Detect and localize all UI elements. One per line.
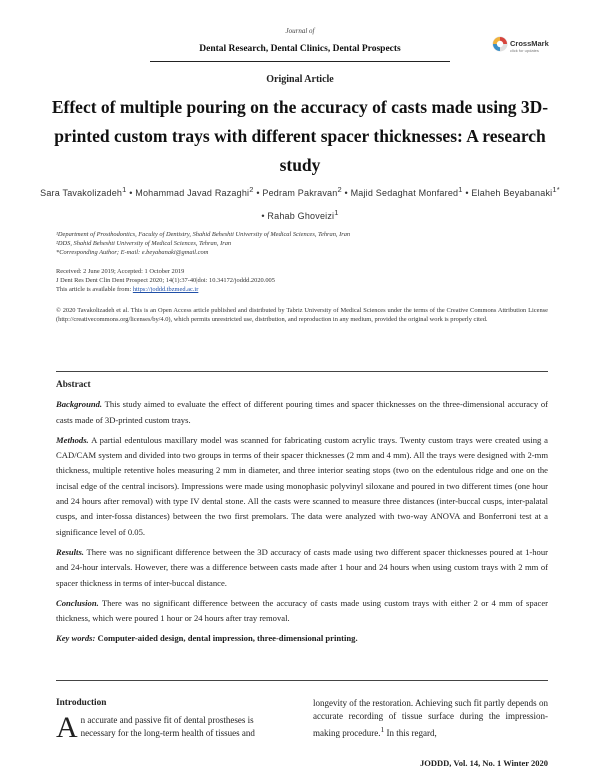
journal-title: Dental Research, Dental Clinics, Dental Prospects [199, 44, 401, 54]
affiliation-2: ²DDS, Shahid Beheshti University of Medical Sciences, Tehran, Iran [56, 240, 232, 247]
crossmark-sub: click for updates [510, 47, 539, 53]
corresponding-author: *Corresponding Author; E-mail: e.beyabanaki@gmail.com [56, 249, 209, 256]
abstract [56, 378, 548, 652]
author: Majid Sedaghat Monfared$^1$ [350, 185, 463, 198]
availability: This article is available from: https://joddd.tbzmed.ac.ir [56, 286, 199, 293]
abstract-methods: Methods. A partial edentulous maxillary model was scanned for fabricating custom acrylic trays. Twenty custom trays were created using a CAD/CAM system and divided into two groups in terms of their spacer thicknesses (2 mm and 4 mm). All the trays were designed with 2-mm thickness, multiple retentive holes measuring 2 mm in diameter, and three interior seating stops (two on the edentulous ridge and one on the incisal edge of the central incisors). Impressions were made using monophasic polyvinyl siloxane and poured in two different times (one hour and 24 hours after removal) with type IV dental stone. All the casts were scanned to measure three distances (inter-buccal cusps, inter-palatal cusps, and inter-fossa distances) between the two first premolars. The data were analyzed with two-way ANOVA and Bonferroni test at a significance level of 0.05. [56, 434, 548, 537]
affiliations [56, 230, 556, 257]
author-list: Sara Tavakolizadeh$^1$ • Mohammad Javad Razaghi$^2$ • Pedram Pakravan$^2$ • Majid Sedaghat Monfared$^1$ • Elaheh Beyabanaki$^{1*}$ • Rahab Ghoveizi$^1$ [40, 185, 560, 221]
author: Sara Tavakolizadeh$^1$ [40, 185, 127, 198]
author: Pedram Pakravan$^2$ [262, 185, 342, 198]
crossmark-badge[interactable] [492, 36, 549, 57]
article-dates [56, 267, 556, 294]
abstract-conclusion: Conclusion. There was no significant difference between the accuracy of casts made using custom trays with either 2 or 4 mm of spacer thickness, which were poured 1 hour or 24 hours after tray removal. [56, 597, 548, 624]
abstract-bottom-rule [56, 680, 548, 681]
author: Rahab Ghoveizi$^1$ [267, 208, 339, 221]
drop-cap: A [56, 711, 78, 744]
journal-of-label: Journal of [285, 27, 315, 35]
license-notice: © 2020 Tavakolizadeh et al. This is an Open Access article published and distributed by Tabriz University of Medical Sciences under the terms of the Creative Commons Attribution License (http://creativecommons.org/licenses/by/4.0), which permits unrestricted use, distribution, and reproduction in any medium, provided the original work is properly cited. [56, 307, 548, 323]
introduction-heading: Introduction [56, 698, 107, 708]
introduction-left-column: An accurate and passive fit of dental prostheses is necessary for the long-term health of tissues and [56, 711, 255, 744]
crossmark-icon [492, 36, 508, 57]
page-footer: JODDD, Vol. 14, No. 1 Winter 2020 [420, 758, 548, 768]
article-title: Effect of multiple pouring on the accuracy of casts made using 3D-printed custom trays with different spacer thicknesses: A research study [51, 97, 549, 175]
journal-link[interactable]: https://joddd.tbzmed.ac.ir [132, 286, 199, 293]
introduction-right-column: longevity of the restoration. Achieving such fit partly depends on accurate recording of tissue surface during the impression-making procedure.$^1$ In this regard, [313, 698, 548, 738]
received-accepted: Received: 2 June 2019; Accepted: 1 October 2019 [56, 268, 185, 275]
article-type: Original Article [266, 74, 334, 85]
abstract-results: Results. There was no significant difference between the 3D accuracy of casts made using two different spacer thicknesses poured at 1-hour and 24-hour intervals. However, there was a difference between casts made after 1 hour and 24 hours when using custom trays with 2 mm of spacer thickness in terms of inter-buccal distance. [56, 546, 548, 588]
author: Mohammad Javad Razaghi$^2$ [135, 185, 254, 198]
abstract-background: Background. This study aimed to evaluate the effect of different pouring times and spacer thicknesses on the three-dimensional accuracy of casts made of 3D-printed custom trays. [56, 399, 548, 425]
header-divider [150, 61, 450, 62]
abstract-top-rule [56, 371, 548, 372]
affiliation-1: ¹Department of Prosthodontics, Faculty of Dentistry, Shahid Beheshti University of Medical Sciences, Tehran, Iran [56, 231, 351, 238]
author: Elaheh Beyabanaki$^{1*}$ [471, 185, 560, 198]
citation: J Dent Res Dent Clin Dent Prospect 2020; 14(1):37-40|doi: 10.34172/joddd.2020.005 [56, 277, 275, 284]
crossmark-label: CrossMark [510, 38, 549, 48]
abstract-heading: Abstract [56, 380, 91, 390]
keywords: Key words: Computer-aided design, dental impression, three-dimensional printing. [56, 633, 358, 644]
